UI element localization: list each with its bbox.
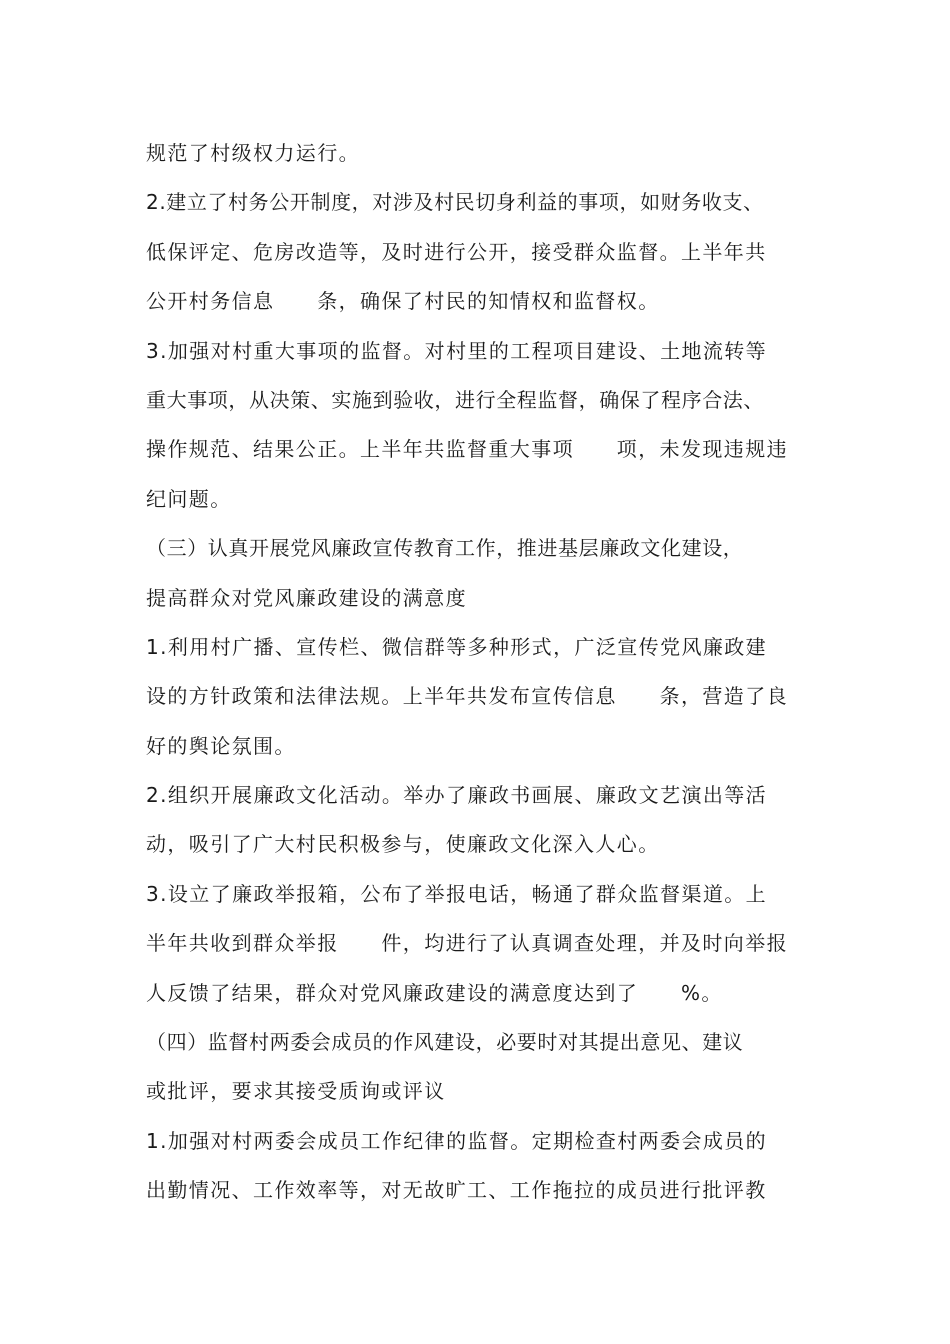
text-line: 3.设立了廉政举报箱，公布了举报电话，畅通了群众监督渠道。上 <box>146 881 768 906</box>
text-line: 出勤情况、工作效率等，对无故旷工、工作拖拉的成员进行批评教 <box>146 1178 767 1203</box>
text-line: 好的舆论氛围。 <box>146 733 296 758</box>
text-line: 操作规范、结果公正。上半年共监督重大事项 项，未发现违规违 <box>146 437 788 462</box>
text-line: 1.利用村广播、宣传栏、微信群等多种形式，广泛宣传党风廉政建 <box>146 634 768 659</box>
document-body <box>146 133 811 1220</box>
text-line: 低保评定、危房改造等，及时进行公开，接受群众监督。上半年共 <box>146 239 767 264</box>
section-heading-3-cont: 提高群众对党风廉政建设的满意度 <box>146 585 467 610</box>
text-line: 规范了村级权力运行。 <box>146 141 360 165</box>
text-line: 设的方针政策和法律法规。上半年共发布宣传信息 条，营造了良 <box>146 684 788 709</box>
text-line: 人反馈了结果，群众对党风廉政建设的满意度达到了 %。 <box>146 980 723 1005</box>
section-heading-3: （三）认真开展党风廉政宣传教育工作，推进基层廉政文化建设， <box>146 536 744 561</box>
text-line: 1.加强对村两委会成员工作纪律的监督。定期检查村两委会成员的 <box>146 1128 768 1153</box>
text-line: 2.建立了村务公开制度，对涉及村民切身利益的事项，如财务收支、 <box>146 190 764 215</box>
text-line: 3.加强对村重大事项的监督。对村里的工程项目建设、土地流转等 <box>146 338 768 363</box>
text-line: 重大事项，从决策、实施到验收，进行全程监督，确保了程序合法、 <box>146 387 764 412</box>
section-heading-4: （四）监督村两委会成员的作风建设，必要时对其提出意见、建议 <box>146 1030 744 1055</box>
text-line: 公开村务信息 条，确保了村民的知情权和监督权。 <box>146 289 660 314</box>
section-heading-4-cont: 或批评，要求其接受质询或评议 <box>146 1079 446 1104</box>
text-line: 纪问题。 <box>146 486 232 511</box>
text-line: 动，吸引了广大村民积极参与，使廉政文化深入人心。 <box>146 832 660 857</box>
text-line: 2.组织开展廉政文化活动。举办了廉政书画展、廉政文艺演出等活 <box>146 783 768 808</box>
text-line: 半年共收到群众举报 件，均进行了认真调查处理，并及时向举报 <box>146 931 788 956</box>
